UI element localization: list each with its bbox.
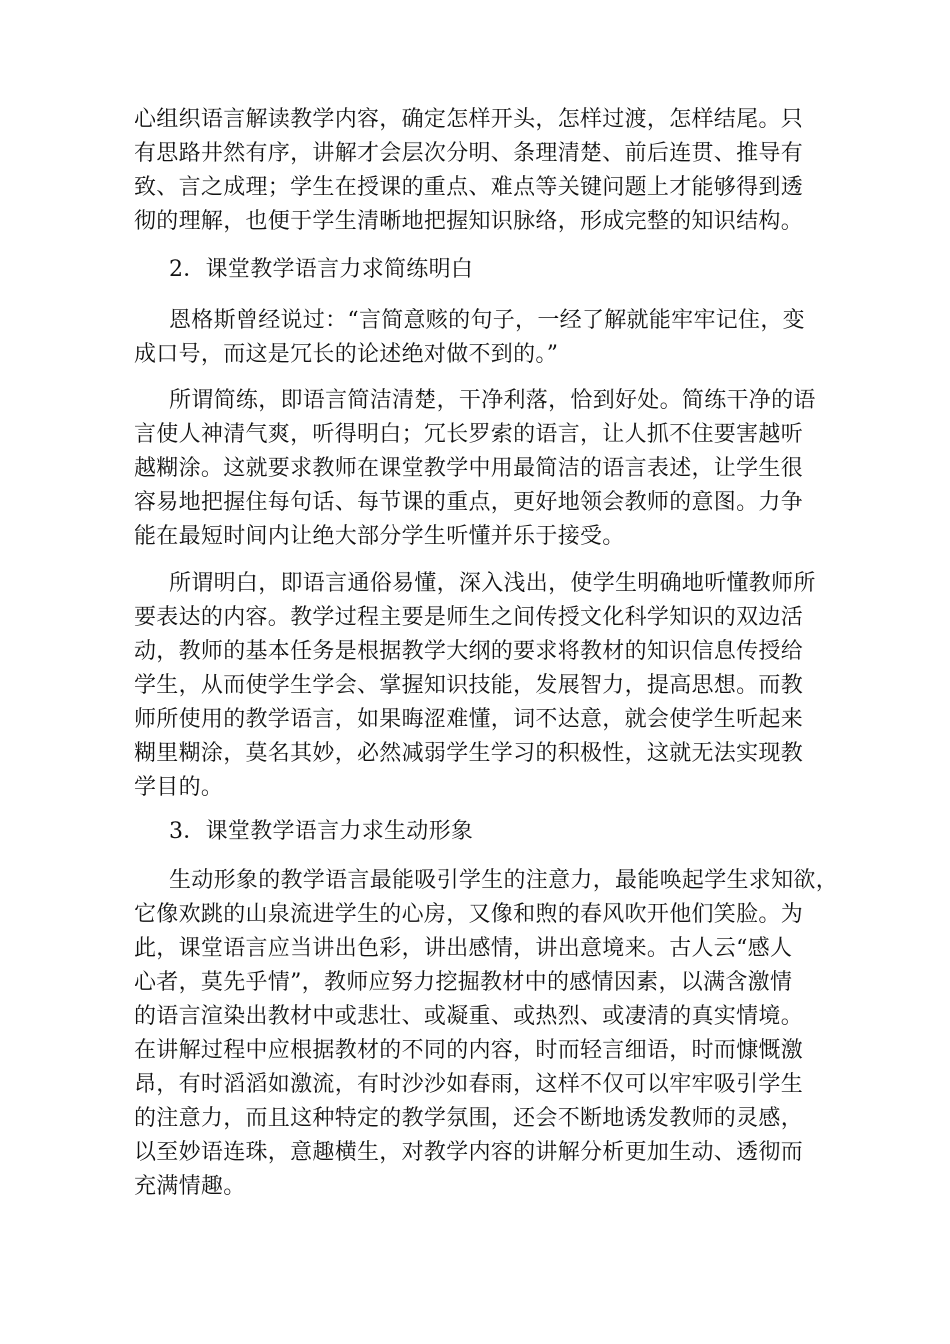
- text-line: 的语言渲染出教材中或悲壮、或凝重、或热烈、或凄清的真实情境。: [134, 1004, 804, 1029]
- text-line: 此，课堂语言应当讲出色彩，讲出感情，讲出意境来。古人云“感人: [134, 936, 793, 961]
- text-line: 所谓简练，即语言简洁清楚，干净利落，恰到好处。简练干净的语: [169, 388, 816, 413]
- text-line: 在讲解过程中应根据教材的不同的内容，时而轻言细语，时而慷慨激: [134, 1038, 804, 1063]
- text-line: 糊里糊涂，莫名其妙，必然减弱学生学习的积极性，这就无法实现教: [134, 741, 804, 766]
- text-line: 能在最短时间内让绝大部分学生听懂并乐于接受。: [134, 524, 625, 549]
- text-line: 动，教师的基本任务是根据教学大纲的要求将教材的知识信息传授给: [134, 639, 804, 664]
- text-line: 彻的理解，也便于学生清晰地把握知识脉络，形成完整的知识结构。: [134, 209, 804, 234]
- paragraph-clear: [134, 567, 834, 805]
- text-line: 要表达的内容。教学过程主要是师生之间传授文化科学知识的双边活: [134, 605, 804, 630]
- text-line: 的注意力，而且这种特定的教学氛围，还会不断地诱发教师的灵感，: [134, 1106, 804, 1131]
- text-line: 容易地把握住每句话、每节课的重点，更好地领会教师的意图。力争: [134, 490, 804, 515]
- paragraph-continuation: [134, 103, 834, 239]
- text-line: 学目的。: [134, 775, 224, 800]
- text-line: 充满情趣。: [134, 1174, 246, 1199]
- text-line: 恩格斯曾经说过：“言简意赅的句子，一经了解就能牢牢记住，变: [169, 308, 805, 333]
- heading-text: 3．课堂教学语言力求生动形象: [169, 819, 474, 844]
- text-line: 成口号，而这是冗长的论述绝对做不到的。”: [134, 342, 559, 367]
- paragraph-concise: [134, 384, 834, 554]
- text-line: 所谓明白，即语言通俗易懂，深入浅出，使学生明确地听懂教师所: [169, 571, 816, 596]
- text-line: 心组织语言解读教学内容，确定怎样开头，怎样过渡，怎样结尾。只: [134, 107, 804, 132]
- text-line: 言使人神清气爽，听得明白；冗长罗索的语言，让人抓不住要害越听: [134, 422, 804, 447]
- text-line: 越糊涂。这就要求教师在课堂教学中用最简洁的语言表述，让学生很: [134, 456, 804, 481]
- text-line: 有思路井然有序，讲解才会层次分明、条理清楚、前后连贯、推导有: [134, 141, 804, 166]
- text-line: 师所使用的教学语言，如果晦涩难懂，词不达意，就会使学生听起来: [134, 707, 804, 732]
- heading-text: 2．课堂教学语言力求简练明白: [169, 257, 474, 282]
- text-line: 它像欢跳的山泉流进学生的心房，又像和煦的春风吹开他们笑脸。为: [134, 902, 804, 927]
- paragraph-engels-quote: [134, 304, 834, 372]
- text-line: 昂，有时滔滔如激流，有时沙沙如春雨，这样不仅可以牢牢吸引学生: [134, 1072, 804, 1097]
- paragraph-vivid: [134, 864, 839, 1204]
- text-line: 致、言之成理；学生在授课的重点、难点等关键问题上才能够得到透: [134, 175, 804, 200]
- text-line: 学生，从而使学生学会、掌握知识技能，发展智力，提高思想。而教: [134, 673, 804, 698]
- text-line: 以至妙语连珠，意趣横生，对教学内容的讲解分析更加生动、透彻而: [134, 1140, 804, 1165]
- text-line: 心者，莫先乎情”，教师应努力挖掘教材中的感情因素，以满含激情: [134, 970, 793, 995]
- section-heading-3: [134, 815, 834, 849]
- text-line: 生动形象的教学语言最能吸引学生的注意力，最能唤起学生求知欲，: [169, 868, 839, 893]
- section-heading-2: [134, 253, 834, 287]
